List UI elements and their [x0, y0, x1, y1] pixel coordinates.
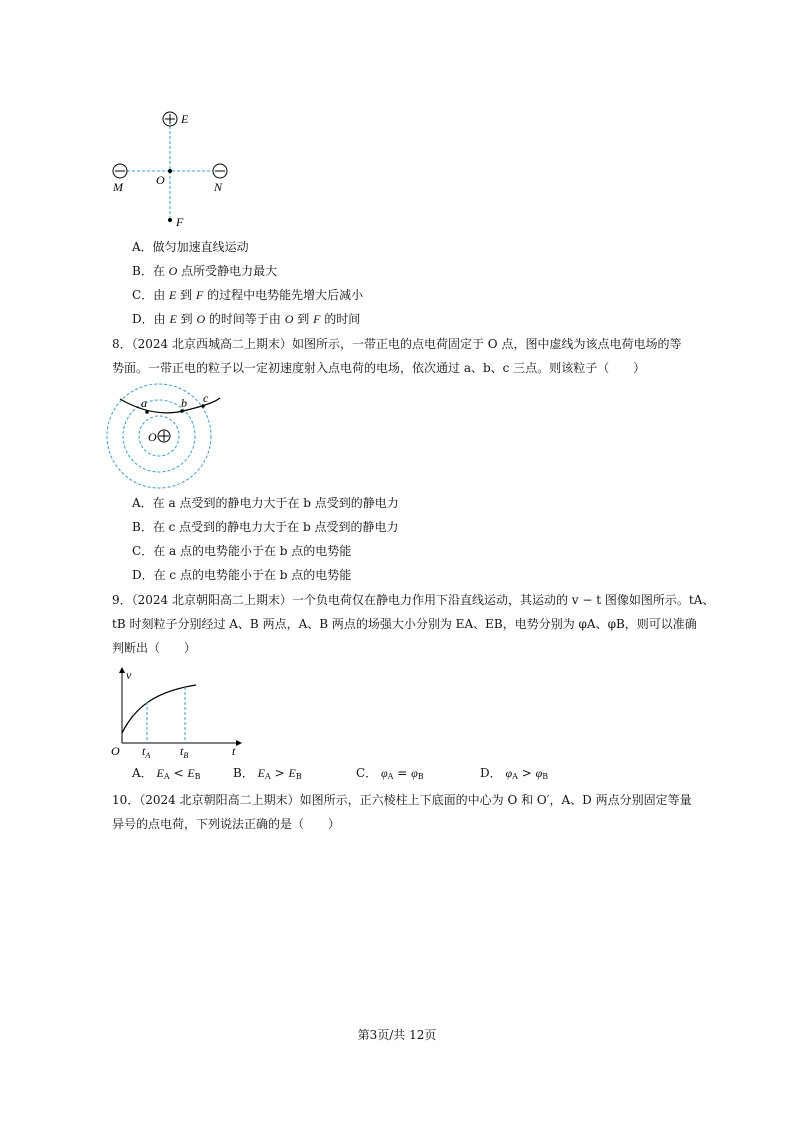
q7-option-d: D．由 E 到 O 的时间等于由 O 到 F 的时间	[132, 312, 361, 326]
label-v: v	[126, 668, 132, 682]
q9-option-b: B． $E_A > E_B$	[233, 766, 302, 781]
q7-option-c: C．由 E 到 F 的过程中电势能先增大后减小	[132, 288, 364, 302]
q8-stem-line2: 势面。一带正电的粒子以一定初速度射入点电荷的电场，依次通过 a、b、c 三点。则该粒子（ ）	[112, 361, 646, 375]
q9-stem-line1: 9．（2024 北京朝阳高二上期末）一个负电荷仅在静电力作用下沿直线运动，其运动的 v − t 图像如图所示。tA、	[112, 593, 715, 607]
q9-stem-line2: tB 时刻粒子分别经过 A、B 两点，A、B 两点的场强大小分别为 EA、EB，电势分别为 φA、φB，则可以准确	[112, 617, 697, 631]
label-tA: $t_A$	[142, 744, 151, 760]
q8-figure	[108, 385, 223, 490]
label-N: N	[214, 180, 223, 194]
point-a	[145, 410, 149, 414]
negative-charge-M-icon	[113, 164, 127, 178]
point-F	[168, 218, 172, 222]
label-O: O	[156, 173, 165, 187]
label-a: a	[141, 396, 147, 410]
label-tB: $t_B$	[180, 744, 189, 760]
q9-vt-graph	[108, 665, 248, 760]
q10-stem-line1: 10．（2024 北京朝阳高二上期末）如图所示，正六棱柱上下底面的中心为 O 和 O′，A、D 两点分别固定等量	[112, 793, 692, 807]
point-O	[168, 169, 172, 173]
q8-option-b: B．在 c 点受到的静电力大于在 b 点受到的静电力	[132, 520, 399, 534]
q7-option-a: A．做匀加速直线运动	[132, 240, 249, 254]
label-O: O	[148, 430, 157, 444]
q8-option-c: C．在 a 点的电势能小于在 b 点的电势能	[132, 544, 352, 558]
q10-stem-line2: 异号的点电荷，下列说法正确的是（ ）	[112, 817, 341, 831]
label-F: F	[176, 215, 184, 229]
label-b: b	[181, 396, 187, 410]
q9-stem-line3: 判断出（ ）	[112, 641, 197, 655]
q8-option-d: D．在 c 点的电势能小于在 b 点的电势能	[132, 568, 352, 582]
q9-option-a: A． $E_A < E_B$	[132, 766, 201, 781]
q8-option-a: A．在 a 点受到的静电力大于在 b 点受到的静电力	[132, 496, 399, 510]
page-footer: 第3页/共 12页	[357, 1028, 437, 1042]
q8-stem-line1: 8．（2024 北京西城高二上期末）如图所示，一带正电的点电荷固定于 O 点，图中虚线为该点电荷电场的等	[112, 337, 682, 351]
q9-option-d: D． $\varphi_A > \varphi_B$	[480, 766, 549, 781]
negative-charge-N-icon	[213, 164, 227, 178]
q7-option-b: B．在 O 点所受静电力最大	[132, 264, 278, 278]
label-M: M	[113, 180, 123, 194]
label-E: E	[181, 112, 189, 126]
positive-charge-O-icon	[158, 430, 170, 442]
label-c: c	[203, 391, 209, 405]
q9-option-c: C． $\varphi_A = \varphi_B$	[356, 766, 424, 781]
positive-charge-E-icon	[163, 112, 177, 126]
label-t: t	[232, 744, 236, 758]
label-origin: O	[111, 744, 120, 758]
q7-figure	[100, 105, 240, 230]
